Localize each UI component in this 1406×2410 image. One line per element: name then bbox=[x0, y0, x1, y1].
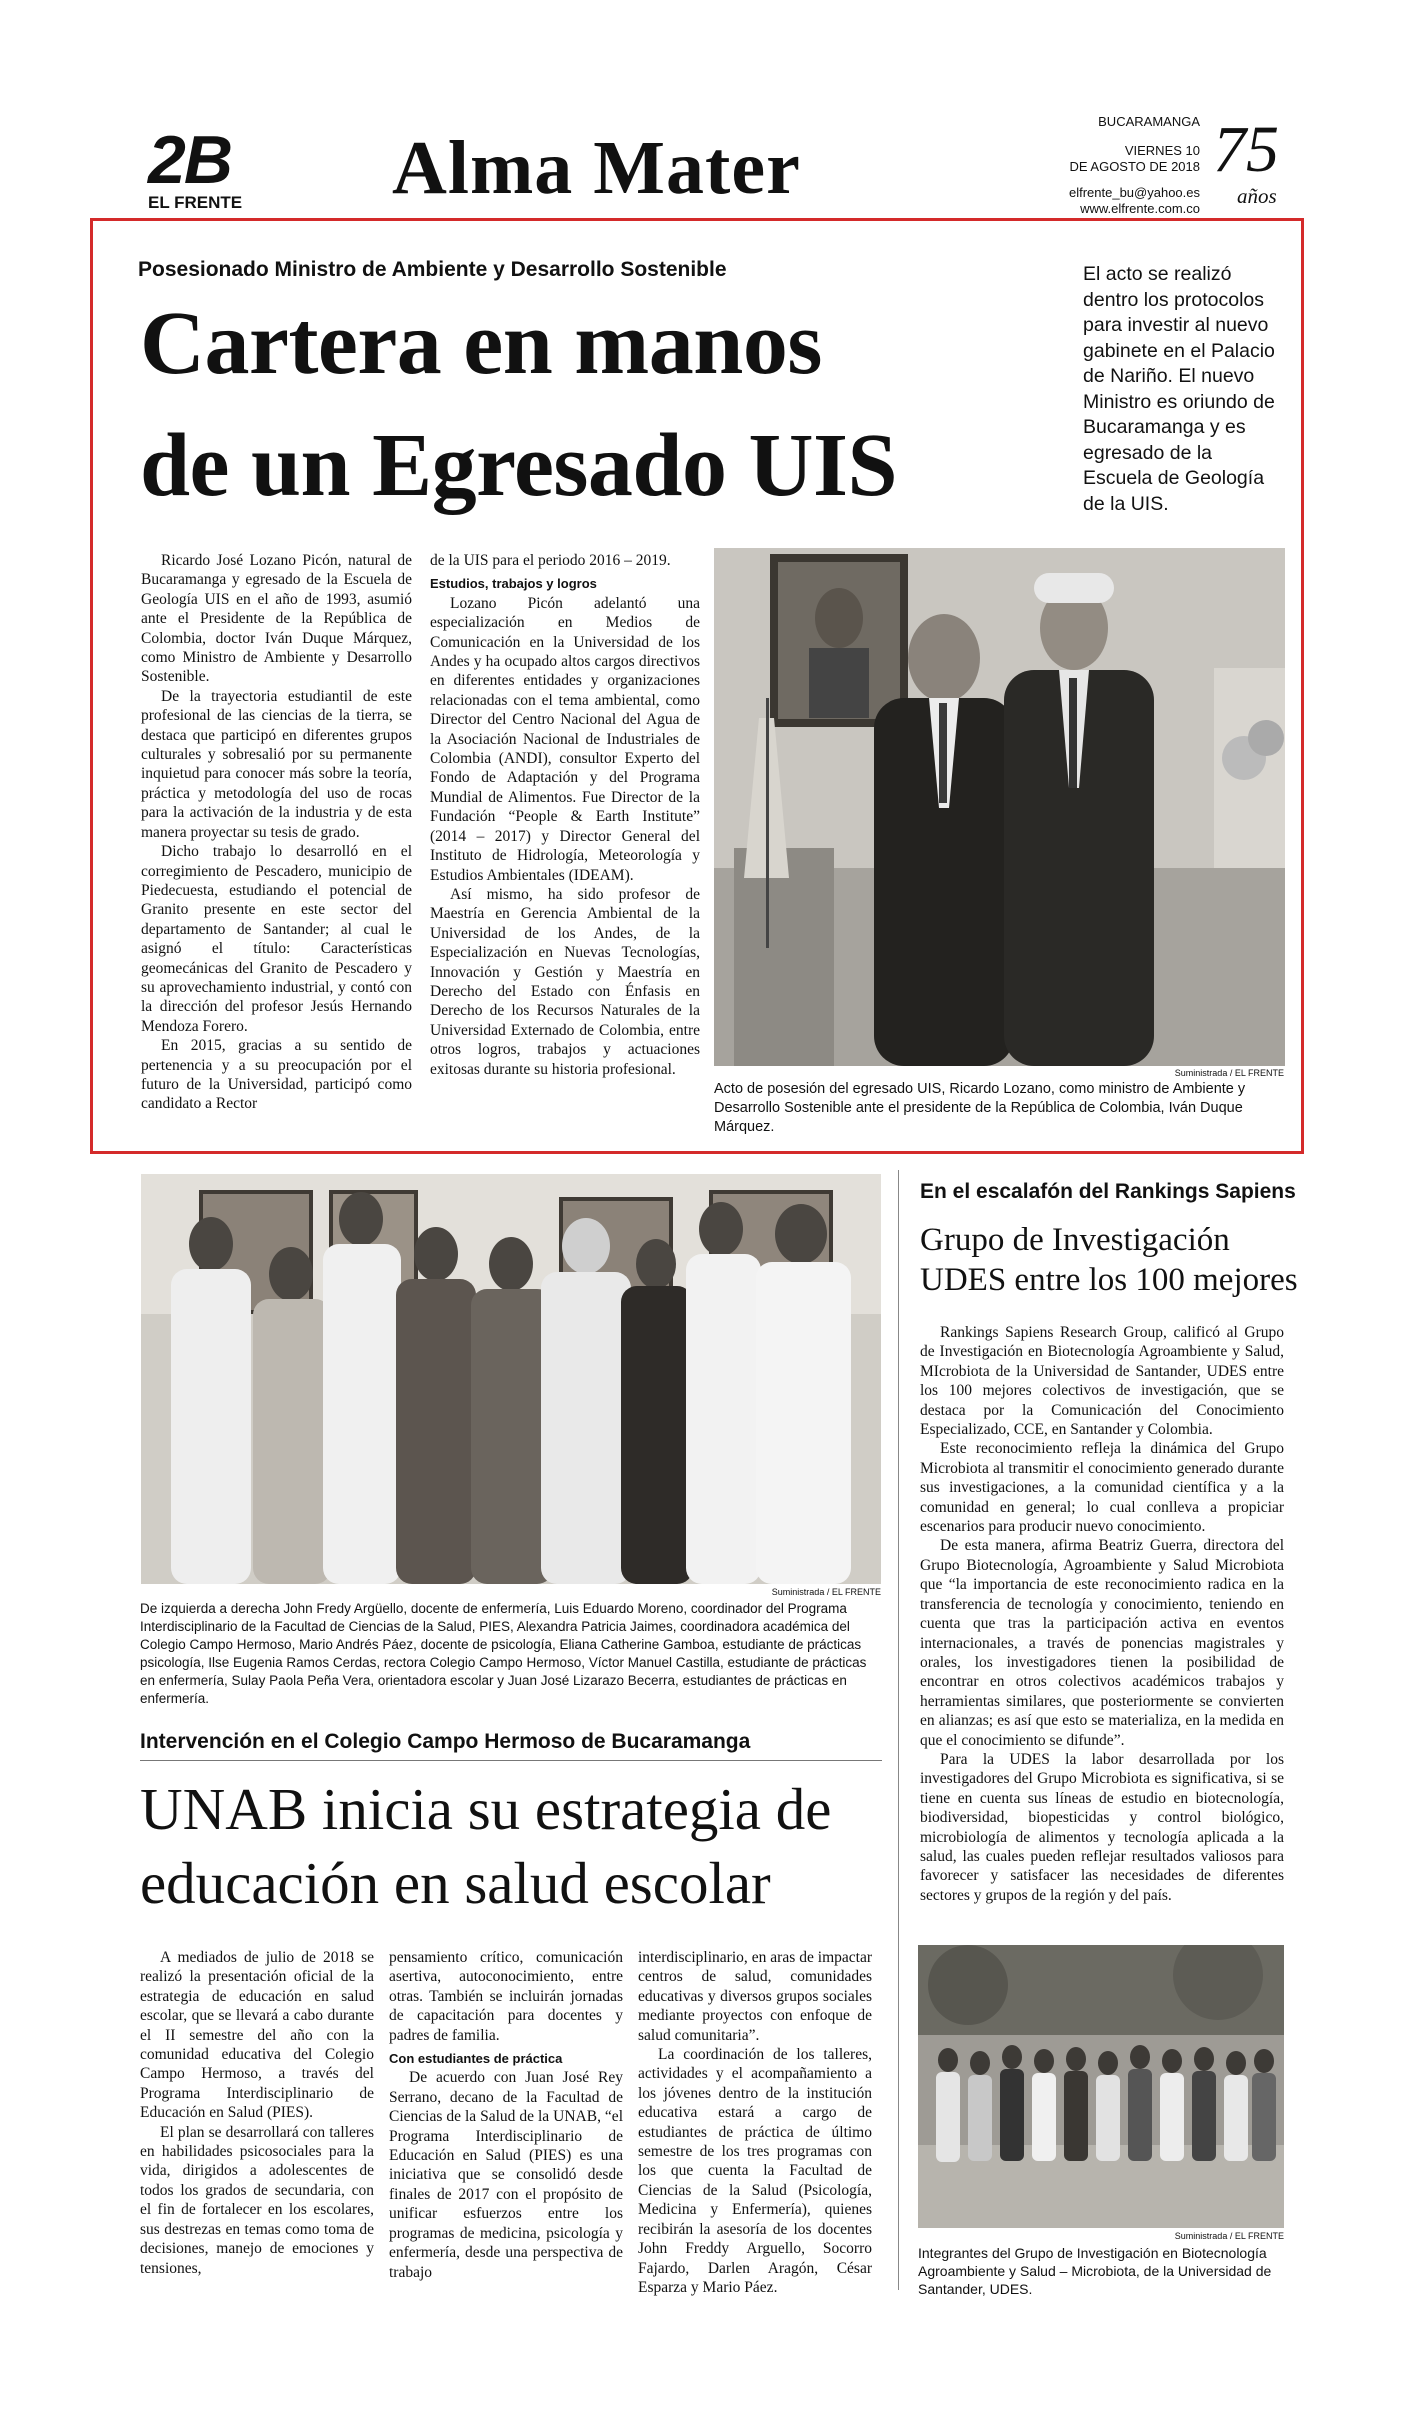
photo-credit: Suministrada / EL FRENTE bbox=[771, 1587, 881, 1597]
story1-subhead: Estudios, trabajos y logros bbox=[430, 576, 597, 592]
story3-paragraph: A mediados de julio de 2018 se realizó la presentación oficial de la estrategia de educación en salud escolar, que se llevará a cabo durante el II semestre del año con la comunidad educativa del Colegio Campo Hermoso, a través del Programa Interdisciplinario de Educación en Salud (PIES). bbox=[140, 1949, 374, 2122]
udes-group-photo-image bbox=[918, 1945, 1284, 2228]
anniversary-word: años bbox=[1237, 184, 1277, 208]
column-divider bbox=[898, 1170, 899, 2290]
udes-group-photo bbox=[918, 1945, 1284, 2228]
story1-column-1 bbox=[141, 551, 412, 1114]
story3-paragraph: pensamiento crítico, comunicación asertiva, autoconocimiento, entre otras. También se incluirán jornadas de capacitación para docentes y padres de familia. bbox=[389, 1949, 623, 2044]
story3-column-3 bbox=[638, 1948, 872, 2297]
story3-headline bbox=[140, 1772, 890, 1920]
story2-headline bbox=[920, 1220, 1298, 1300]
masthead-date: DE AGOSTO DE 2018 bbox=[1069, 159, 1200, 174]
story3-headline-line2: educación en salud escolar bbox=[140, 1850, 771, 1916]
masthead-city: BUCARAMANGA bbox=[1098, 114, 1200, 129]
story1-headline-line2: de un Egresado UIS bbox=[140, 416, 898, 515]
story3-paragraph: El plan se desarrollará con talleres en habilidades psicosociales para la vida, dirigidos a adolescentes de todos los grados de secundaria, con el fin de fortalecer en los escolares, sus destrezas en temas como toma de decisiones, manejo de emociones y tensiones, bbox=[140, 2123, 374, 2277]
group-photo-unab-image bbox=[141, 1174, 881, 1584]
story3-column-1 bbox=[140, 1948, 374, 2278]
story3-kicker: Intervención en el Colegio Campo Hermoso de Bucaramanga bbox=[140, 1730, 751, 1753]
story3-headline-line1: UNAB inicia su estrategia de bbox=[140, 1776, 832, 1842]
swearing-in-photo bbox=[714, 548, 1285, 1066]
story2-photo-caption: Integrantes del Grupo de Investigación en Biotecnología Agroambiente y Salud – Microbiota, de la Universidad de Santander, UDES. bbox=[918, 2245, 1272, 2297]
paper-name: EL FRENTE bbox=[148, 193, 243, 212]
story1-paragraph: De la trayectoria estudiantil de este profesional de las ciencias de la tierra, se destaca que participó en diferentes grupos culturales y sobresalió por su permanente inquietud para conocer más sobre la teoría, práctica y metodología del uso de rocas para la activación de la industria y de esta manera proyectar su tesis de grado. bbox=[141, 687, 412, 841]
story1-column-2 bbox=[430, 551, 700, 1079]
story1-headline-line1: Cartera en manos bbox=[140, 294, 822, 393]
story2-paragraph: De esta manera, afirma Beatriz Guerra, directora del Grupo Biotecnología, Agroambiente y Salud Microbiota que “la importancia de este reconocimiento radica en la transferencia de tecnología y conocimiento, teniendo en cuenta que tras la participación activa en eventos internacionales, a través de ponencias magistrales y orales, los investigadores tienen la posibilidad de encontrar en otros colectivos académicos trabajos y herramientas similares, que posteriormente se convierten en alianzas; es así que esto se materializa, en la medida en que el conocimiento se difunde”. bbox=[920, 1537, 1284, 1749]
story1-kicker: Posesionado Ministro de Ambiente y Desarrollo Sostenible bbox=[138, 258, 727, 281]
section-title: Alma Mater bbox=[392, 126, 801, 210]
story2-column bbox=[920, 1323, 1284, 1905]
story3-paragraph: De acuerdo con Juan José Rey Serrano, decano de la Facultad de Ciencias de la Salud de la UNAB, “el Programa Interdisciplinario de Educación en Salud (PIES) es una iniciativa que se consolidó desde finales de 2017 con el propósito de unificar esfuerzos entre los programas de medicina, psicología y enfermería, desde una perspectiva de trabajo bbox=[389, 2069, 623, 2281]
group-photo-unab bbox=[141, 1174, 881, 1584]
story1-paragraph: Lozano Picón adelantó una especialización en Medios de Comunicación en la Universidad de los Andes y ha ocupado altos cargos directivos en diferentes entidades y organizaciones relacionadas con el tema ambiental, como Director del Centro Nacional del Agua de la Asociación Nacional de Industriales de Colombia (ANDI), consultor Experto del Fondo de Adaptación y del Programa Mundial de Alimentos. Fue Director de la Fundación “People & Earth Institute” (2014 – 2017) y Director General del Instituto de Hidrología, Meteorología y Estudios Ambientales (IDEAM). bbox=[430, 594, 700, 884]
masthead-day: VIERNES 10 bbox=[1124, 143, 1200, 158]
story3-subhead: Con estudiantes de práctica bbox=[389, 2051, 563, 2067]
swearing-in-photo-image bbox=[714, 548, 1285, 1066]
story2-headline-line1: Grupo de Investigación bbox=[920, 1222, 1230, 1258]
anniversary-number: 75 bbox=[1213, 113, 1279, 186]
story1-paragraph: Ricardo José Lozano Picón, natural de Bucaramanga y egresado de la Escuela de Geología UIS en el año de 1993, asumió ante el Presidente de la República de Colombia, doctor Iván Duque Márquez, como Ministro de Ambiente y Desarrollo Sostenible. bbox=[141, 552, 412, 686]
story3-paragraph: interdisciplinario, en aras de impactar centros de salud, comunidades educativas y diversos grupos sociales mediante proyectos con enfoque de salud comunitaria”. bbox=[638, 1949, 872, 2044]
group-photo-caption: De izquierda a derecha John Fredy Argüello, docente de enfermería, Luis Eduardo Moreno, coordinador del Programa Interdisciplinario de la Facultad de Ciencias de la Salud, PIES, Alexandra Patricia Jaimes, coordinadora académica del Colegio Campo Hermoso, Mario Andrés Páez, docente de psicología, Eliana Catherine Gamboa, estudiante de prácticas psicología, Ilse Eugenia Ramos Cerdas, rectora Colegio Campo Hermoso, Víctor Manuel Castilla, estudiante de prácticas en enfermería, Sulay Paola Peña Vera, orientadora escolar y Juan José Lizarazo Becerra, estudiantes de prácticas en enfermería. bbox=[140, 1601, 867, 1706]
story1-deck: El acto se realizó dentro los protocolos para investir al nuevo gabinete en el Palacio de Nariño. El nuevo Ministro es oriundo de Bucaramanga y es egresado de la Escuela de Geología de la UIS. bbox=[1083, 263, 1275, 515]
story1-paragraph: En 2015, gracias a su sentido de pertenencia y a su preocupación por el futuro de la Universidad, participó como candidato a Rector bbox=[141, 1037, 412, 1113]
story3-column-2 bbox=[389, 1948, 623, 2282]
story3-top-rule bbox=[140, 1760, 882, 1761]
anniversary-logo bbox=[1213, 113, 1288, 213]
page-number: 2B bbox=[148, 122, 231, 198]
story2-kicker: En el escalafón del Rankings Sapiens bbox=[920, 1180, 1296, 1203]
masthead-website[interactable]: www.elfrente.com.co bbox=[1080, 201, 1200, 216]
story1-paragraph: de la UIS para el periodo 2016 – 2019. bbox=[430, 552, 671, 569]
story1-paragraph: Así mismo, ha sido profesor de Maestría en Gerencia Ambiental de la Universidad de los Andes, de la Especialización en Nuevas Tecnologías, Innovación y Gestión y Maestría en Derecho del Estado con Énfasis en Derecho de los Recursos Naturales de la Universidad Externado de Colombia, entre otros logros, trabajos y actuaciones exitosas durante su historia profesional. bbox=[430, 885, 700, 1078]
story2-paragraph: Rankings Sapiens Research Group, calificó al Grupo de Investigación en Biotecnología Agroambiente y Salud, MIcrobiota de la Universidad de Santander, UDES entre los 100 mejores colectivos de investigación, que se destaca por la Comunicación del Conocimiento Especializado, CCE, en Santander y Colombia. bbox=[920, 1324, 1284, 1439]
story2-headline-line2: UDES entre los 100 mejores bbox=[920, 1262, 1298, 1298]
story2-paragraph: Para la UDES la labor desarrollada por los investigadores del Grupo Microbiota es significativa, si se tiene en cuenta sus líneas de estudio en biotecnología, biodiversidad, biopesticidas y control biológico, microbiología de alimentos y tecnología aplicada a la salud, las cuales pueden reflejar resultados valiosos para favorecer y satisfacer las necesidades de diferentes sectores y grupos de la región y del país. bbox=[920, 1750, 1284, 1904]
photo-credit: Suministrada / EL FRENTE bbox=[1174, 1068, 1284, 1078]
masthead-email[interactable]: elfrente_bu@yahoo.es bbox=[1068, 185, 1200, 200]
story3-paragraph: La coordinación de los talleres, actividades y el acompañamiento a los jóvenes dentro de la institución educativa estará a cargo de estudiantes de práctica de último semestre de los tres programas con los que cuenta la Facultad de Ciencias de la Salud (Psicología, Medicina y Enfermería), quienes recibirán la asesoría de los docentes John Freddy Arguello, Socorro Fajardo, Darlen Aragón, César Esparza y Mario Páez. bbox=[638, 2046, 872, 2296]
story1-paragraph: Dicho trabajo lo desarrolló en el corregimiento de Pescadero, municipio de Piedecuesta, estudiando el potencial de Granito presente en este sector del departamento de Santander; al cual le asignó el título: Características geomecánicas del Granito de Pescadero y su aprovechamiento industrial, y contó con la dirección del profesor Jesús Hernando Mendoza Forero. bbox=[141, 843, 412, 1035]
story1-photo-caption: Acto de posesión del egresado UIS, Ricardo Lozano, como ministro de Ambiente y Desarrollo Sostenible ante el presidente de la República de Colombia, Iván Duque Márquez. bbox=[714, 1081, 1246, 1135]
story2-paragraph: Este reconocimiento refleja la dinámica del Grupo Microbiota al transmitir el conocimiento generado durante sus investigaciones, a la comunidad científica y a la comunidad en general; lo cual conlleva a propiciar escenarios para producir nuevo conocimiento. bbox=[920, 1440, 1284, 1536]
photo-credit: Suministrada / EL FRENTE bbox=[1174, 2231, 1284, 2241]
